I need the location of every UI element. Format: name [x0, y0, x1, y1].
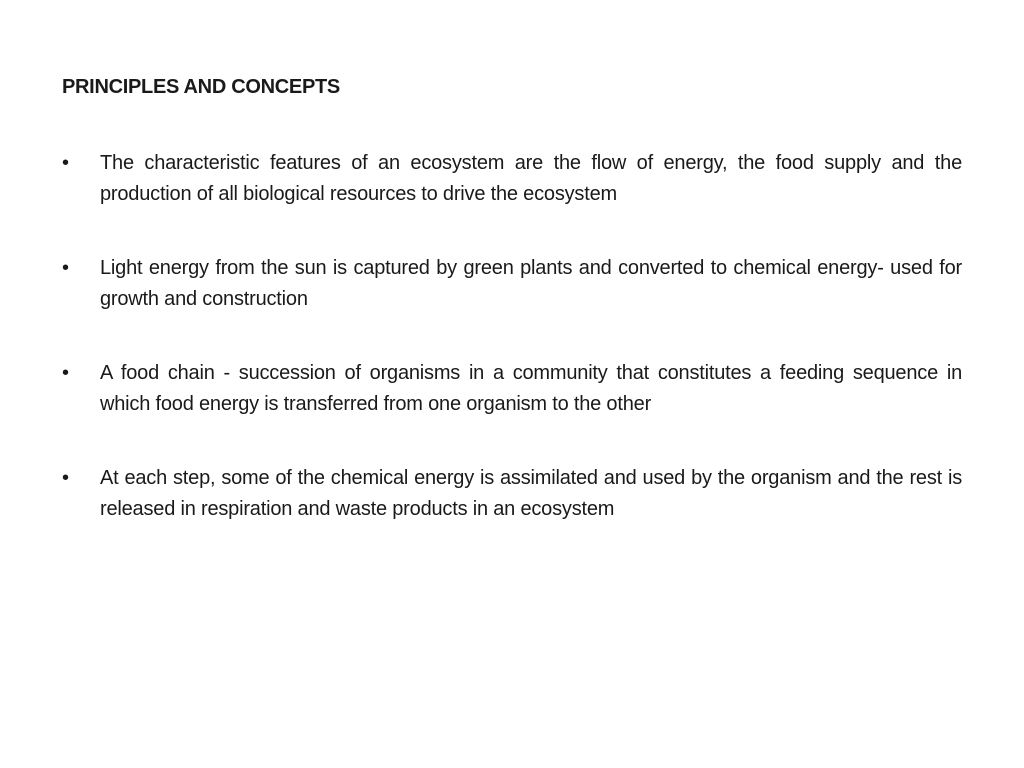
bullet-text: Light energy from the sun is captured by green plants and converted to chemical energy- used for growth and construction [100, 257, 962, 310]
bullet-text: A food chain - succession of organisms in a community that constitutes a feeding sequence in which food energy is transferred from one organism to the other [100, 362, 962, 415]
bullet-icon: • [62, 152, 69, 174]
bullet-icon: • [62, 467, 69, 489]
bullet-icon: • [62, 362, 69, 384]
bullet-item [62, 358, 962, 420]
slide-title: PRINCIPLES AND CONCEPTS [62, 76, 340, 98]
bullet-icon: • [62, 257, 69, 279]
bullet-list [62, 148, 962, 568]
bullet-item [62, 148, 962, 210]
bullet-text: The characteristic features of an ecosystem are the flow of energy, the food supply and the production of all biological resources to drive the ecosystem [100, 152, 962, 205]
bullet-text: At each step, some of the chemical energy is assimilated and used by the organism and the rest is released in respiration and waste products in an ecosystem [100, 467, 962, 520]
bullet-item [62, 463, 962, 525]
bullet-item [62, 253, 962, 315]
